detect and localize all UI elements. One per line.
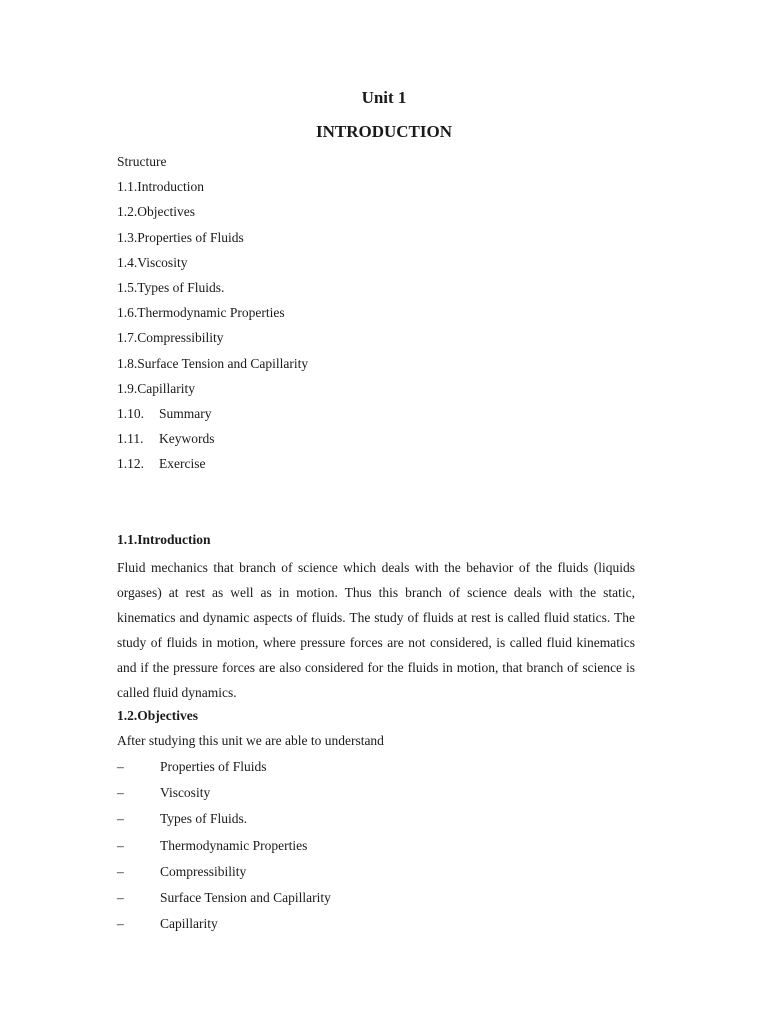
bullet-dash: – <box>117 916 124 932</box>
toc-item <box>117 328 308 353</box>
toc-item-text: Keywords <box>159 431 215 447</box>
introduction-paragraph: Fluid mechanics that branch of science which deals with the behavior of the fluids (liquids orgases) at rest as well as in motion. Thus this branch of science deals with the static, kinematics and dynamic aspects of fluids. The study of fluids at rest is called fluid statics. The study of fluids in motion, where pressure forces are not considered, is called fluid kinematics and if the pressure forces are also considered for the fluids in motion, that branch of science is called fluid dynamics. <box>117 560 635 700</box>
list-item-text: Compressibility <box>160 863 247 879</box>
bullet-dash: – <box>117 811 124 827</box>
bullet-dash: – <box>117 837 124 853</box>
toc-item-text: 1.4.Viscosity <box>117 254 188 270</box>
toc-item <box>117 379 308 404</box>
list-item <box>117 809 331 835</box>
objectives-list <box>117 757 331 940</box>
structure-label: Structure <box>117 154 167 169</box>
main-title: INTRODUCTION <box>315 122 453 141</box>
toc-item-number: 1.12. <box>117 456 144 472</box>
bullet-dash: – <box>117 785 124 801</box>
list-item <box>117 888 331 914</box>
objectives-heading: 1.2.Objectives <box>117 708 198 723</box>
toc-item-text: Exercise <box>159 456 206 472</box>
toc-item-number: 1.11. <box>117 431 144 447</box>
list-item-text: Capillarity <box>160 916 218 932</box>
toc-item <box>117 202 308 227</box>
list-item-text: Properties of Fluids <box>160 759 267 774</box>
list-item-text: Viscosity <box>160 785 211 801</box>
list-item <box>117 914 331 940</box>
toc-item-text: 1.6.Thermodynamic Properties <box>117 305 285 321</box>
toc-item <box>117 177 308 202</box>
toc-item <box>117 278 308 303</box>
toc-item-text: Summary <box>159 405 212 421</box>
toc-item-text: 1.2.Objectives <box>117 204 195 220</box>
list-item <box>117 757 331 783</box>
list-item <box>117 862 331 888</box>
toc-item <box>117 354 308 379</box>
bullet-dash: – <box>117 759 124 774</box>
toc-item <box>117 253 308 278</box>
toc-item <box>117 404 308 429</box>
toc-item <box>117 429 308 454</box>
list-item-text: Types of Fluids. <box>160 811 248 827</box>
toc-item <box>117 303 308 328</box>
toc-item-text: 1.8.Surface Tension and Capillarity <box>117 355 309 371</box>
bullet-dash: – <box>117 889 124 905</box>
toc-item-text: 1.3.Properties of Fluids <box>117 229 244 245</box>
toc-item-text: 1.1.Introduction <box>117 179 204 195</box>
toc-item-text: 1.7.Compressibility <box>117 330 224 346</box>
toc-item-text: 1.5.Types of Fluids. <box>117 279 225 295</box>
table-of-contents <box>117 152 308 479</box>
list-item <box>117 836 331 862</box>
introduction-heading: 1.1.Introduction <box>117 532 211 547</box>
list-item-text: Surface Tension and Capillarity <box>160 889 331 905</box>
list-item <box>117 783 331 809</box>
toc-item <box>117 454 308 479</box>
toc-item <box>117 228 308 253</box>
toc-item-number: 1.10. <box>117 405 144 421</box>
objectives-intro: After studying this unit we are able to understand <box>117 733 384 748</box>
unit-title: Unit 1 <box>361 88 407 107</box>
list-item-text: Thermodynamic Properties <box>160 837 308 853</box>
bullet-dash: – <box>117 863 124 879</box>
toc-item-text: 1.9.Capillarity <box>117 380 195 396</box>
